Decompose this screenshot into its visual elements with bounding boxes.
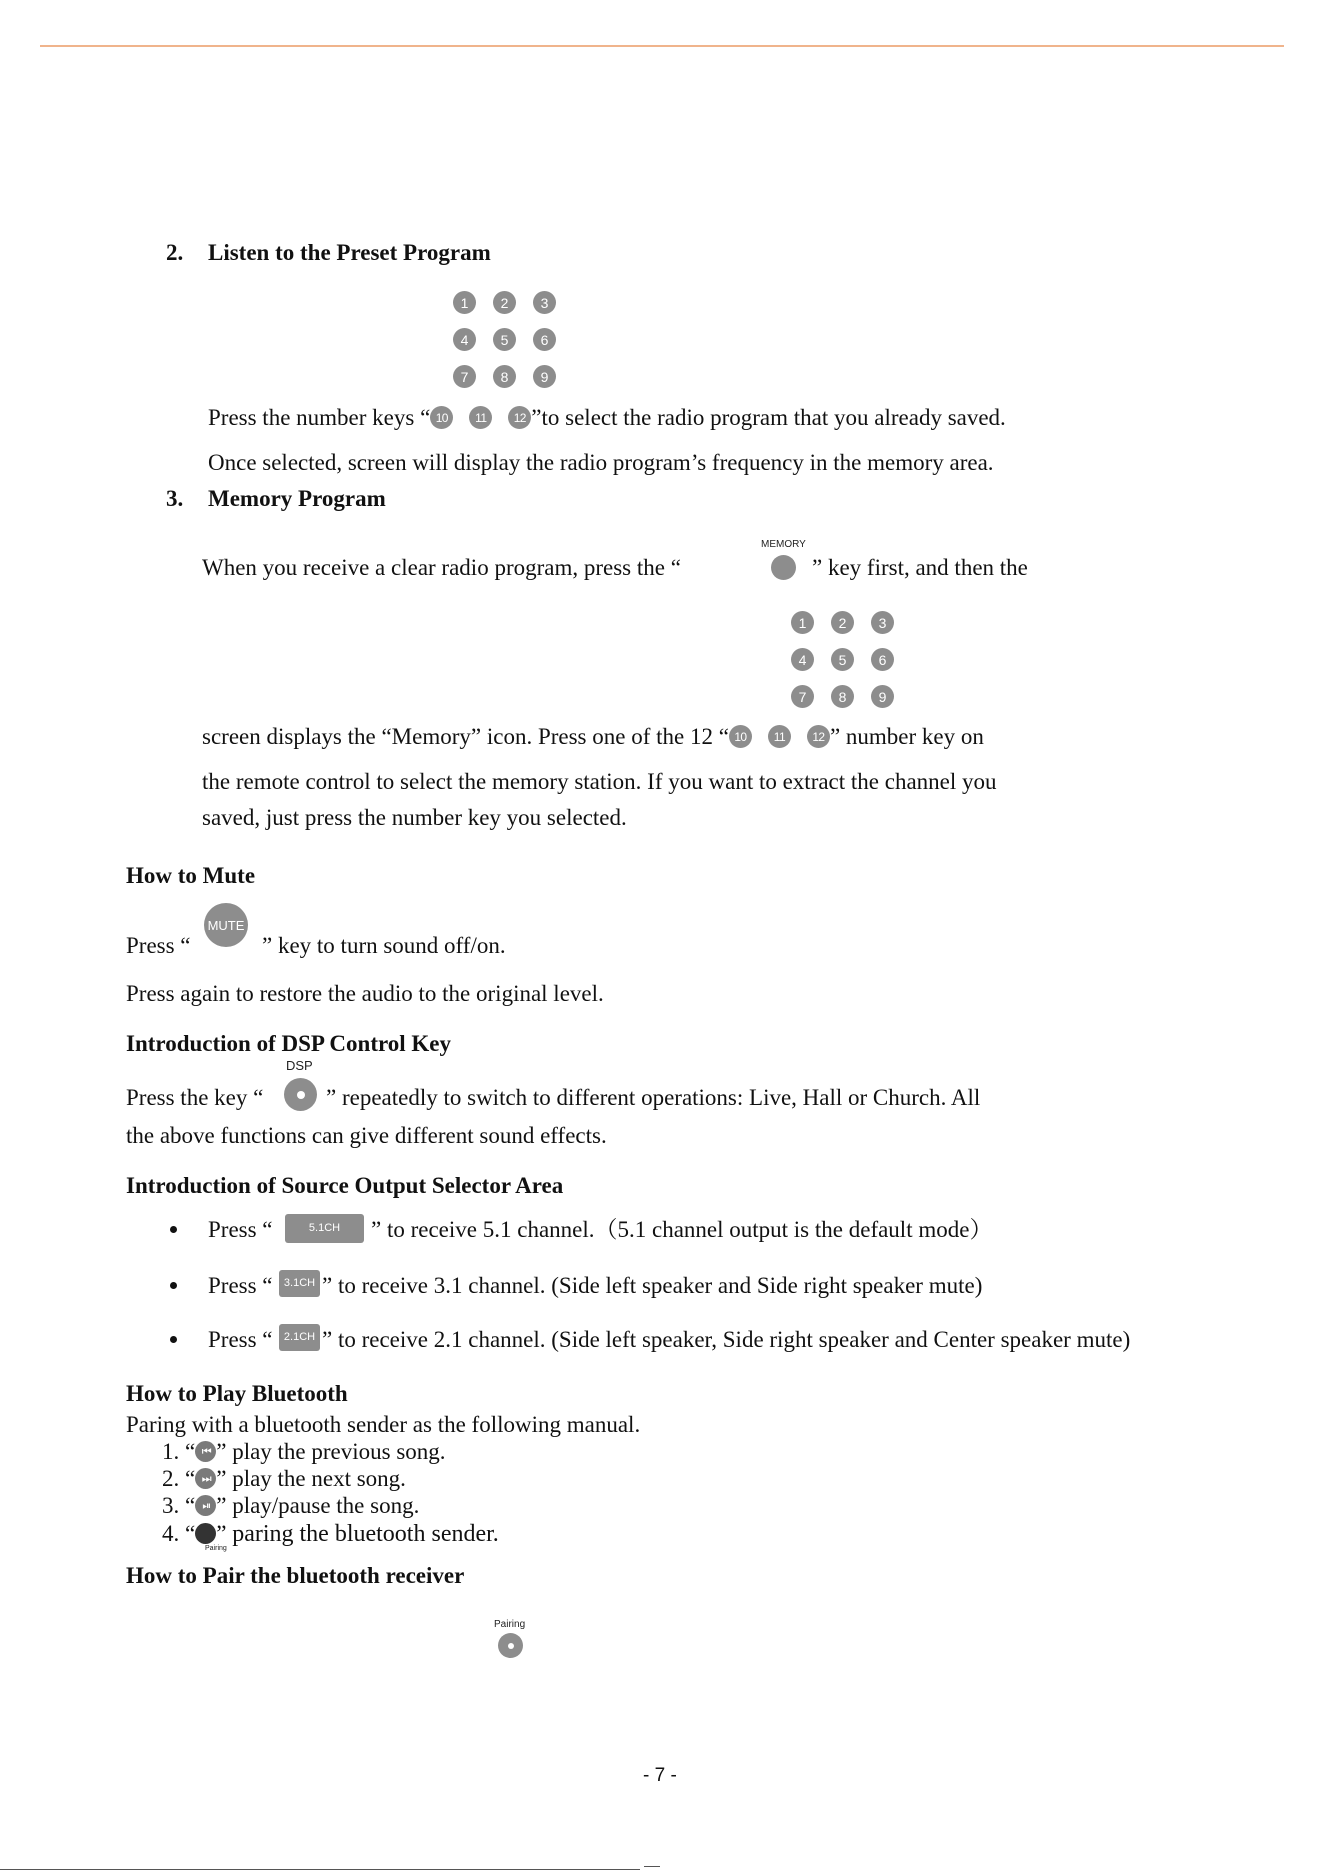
- 5-1ch-button-icon: 5.1CH: [285, 1214, 364, 1243]
- header-rule: [40, 45, 1284, 47]
- section-number: 2.: [166, 240, 184, 265]
- bullet: [170, 1282, 177, 1289]
- list-text: play/pause the song.: [232, 1493, 420, 1518]
- number-key-10: 10: [430, 406, 453, 429]
- dsp-key-label: DSP: [286, 1058, 313, 1073]
- source-text-after: ” to receive 2.1 channel. (Side left speaker, Side right speaker and Center speaker mute): [322, 1327, 1131, 1352]
- preset-text-line-1: [208, 406, 1006, 431]
- section-title-dsp: Introduction of DSP Control Key: [126, 1031, 452, 1056]
- list-number: 4.: [162, 1521, 180, 1546]
- bluetooth-item-4: 4. “ ” paring the bluetooth sender.: [162, 1521, 499, 1547]
- memory-text-after: ” key first, and then the: [812, 555, 1028, 580]
- next-track-icon: ⏭: [195, 1468, 216, 1489]
- bullet: [170, 1336, 177, 1343]
- mute-text-line-2: Press again to restore the audio to the original level.: [126, 981, 604, 1006]
- previous-track-icon: ⏮: [195, 1441, 216, 1462]
- number-key-9: 9: [533, 365, 556, 388]
- number-key-5: 5: [493, 328, 516, 351]
- memory-key-icon: [771, 555, 796, 580]
- section-number: 3.: [166, 486, 184, 511]
- pairing-icon: [195, 1523, 216, 1544]
- bullet: [170, 1226, 177, 1233]
- number-key-6: 6: [871, 648, 894, 671]
- number-key-3: 3: [533, 291, 556, 314]
- number-key-1: 1: [791, 611, 814, 634]
- list-number: 2.: [162, 1466, 180, 1491]
- list-number: 3.: [162, 1493, 180, 1518]
- number-key-6: 6: [533, 328, 556, 351]
- pairing-key-icon: [498, 1633, 523, 1658]
- pairing-key-label: Pairing: [494, 1619, 526, 1630]
- memory-text-after-2: ” number key on: [829, 724, 984, 749]
- source-text-before: Press “: [208, 1327, 273, 1352]
- number-key-11: 11: [768, 725, 791, 748]
- preset-text-line-2: Once selected, screen will display the radio program’s frequency in the memory area.: [208, 450, 994, 475]
- source-text-after: ” to receive 3.1 channel. (Side left speaker and Side right speaker mute): [322, 1273, 983, 1298]
- number-key-2: 2: [831, 611, 854, 634]
- mute-text-before: Press “: [126, 933, 191, 958]
- section-title-mute: How to Mute: [126, 863, 256, 888]
- memory-text-line-2: [202, 725, 984, 750]
- preset-text-after: ”to select the radio program that you already saved.: [531, 405, 1006, 430]
- number-key-10: 10: [729, 725, 752, 748]
- bluetooth-item-1: 1. “ ⏮ ” play the previous song.: [162, 1439, 446, 1464]
- source-text-before: Press “: [208, 1273, 273, 1298]
- number-key-7: 7: [453, 365, 476, 388]
- list-text: play the previous song.: [232, 1439, 446, 1464]
- dsp-text-after: ” repeatedly to switch to different operations: Live, Hall or Church. All: [326, 1085, 981, 1110]
- dsp-text-before: Press the key “: [126, 1085, 264, 1110]
- bluetooth-item-2: 2. “ ⏭ ” play the next song.: [162, 1466, 406, 1491]
- footer-rule-mark: [644, 1866, 660, 1867]
- source-text-before: Press “: [208, 1217, 273, 1242]
- list-text: play the next song.: [232, 1466, 406, 1491]
- section-title-memory: Memory Program: [208, 486, 386, 511]
- list-text: paring the bluetooth sender.: [232, 1521, 499, 1547]
- preset-text-before: Press the number keys “: [208, 405, 431, 430]
- number-key-8: 8: [831, 685, 854, 708]
- memory-text-before: When you receive a clear radio program, press the “: [202, 555, 681, 580]
- 2-1ch-button-icon: 2.1CH: [279, 1324, 320, 1351]
- section-title-bluetooth: How to Play Bluetooth: [126, 1381, 348, 1406]
- memory-text-line-3: the remote control to select the memory station. If you want to extract the channel you: [202, 769, 997, 794]
- number-key-1: 1: [453, 291, 476, 314]
- section-title-source: Introduction of Source Output Selector Area: [126, 1173, 564, 1198]
- number-key-11: 11: [469, 406, 492, 429]
- number-key-12: 12: [807, 725, 830, 748]
- number-key-8: 8: [493, 365, 516, 388]
- dsp-key-icon: [284, 1078, 317, 1111]
- number-key-7: 7: [791, 685, 814, 708]
- number-key-3: 3: [871, 611, 894, 634]
- mute-button-icon: MUTE: [204, 903, 248, 947]
- number-key-5: 5: [831, 648, 854, 671]
- memory-text-before-2: screen displays the “Memory” icon. Press one of the 12 “: [202, 724, 729, 749]
- section-title-pair-receiver: How to Pair the bluetooth receiver: [126, 1563, 465, 1588]
- section-title-preset: Listen to the Preset Program: [208, 240, 491, 265]
- number-key-9: 9: [871, 685, 894, 708]
- pairing-sub-label: Pairing: [205, 1545, 227, 1552]
- list-number: 1.: [162, 1439, 180, 1464]
- page-number: - 7 -: [643, 1765, 677, 1786]
- number-key-4: 4: [453, 328, 476, 351]
- play-pause-icon: ⏯: [195, 1495, 216, 1516]
- number-key-2: 2: [493, 291, 516, 314]
- memory-key-label: MEMORY: [761, 539, 806, 550]
- memory-text-line-4: saved, just press the number key you selected.: [202, 805, 627, 830]
- source-text-after: ” to receive 5.1 channel.（5.1 channel output is the default mode）: [371, 1217, 993, 1242]
- 3-1ch-button-icon: 3.1CH: [279, 1270, 320, 1297]
- number-key-12: 12: [508, 406, 531, 429]
- bluetooth-intro: Paring with a bluetooth sender as the following manual.: [126, 1412, 641, 1437]
- bluetooth-item-3: 3. “ ⏯ ” play/pause the song.: [162, 1493, 420, 1518]
- mute-text-after: ” key to turn sound off/on.: [262, 933, 506, 958]
- dsp-text-line-2: the above functions can give different sound effects.: [126, 1123, 607, 1148]
- number-key-4: 4: [791, 648, 814, 671]
- footer-rule: [0, 1869, 640, 1870]
